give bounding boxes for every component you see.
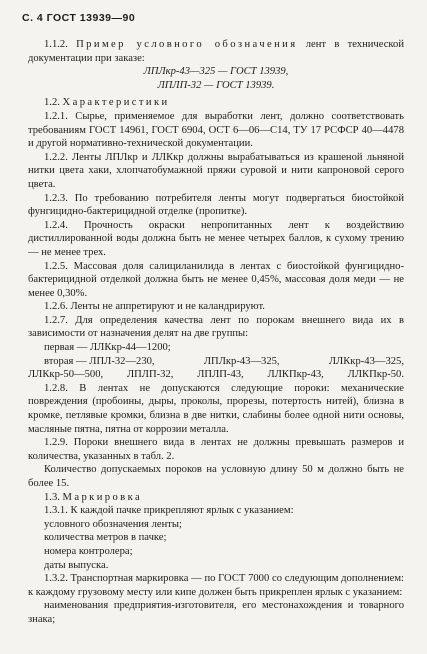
list-item: условного обозначения ленты; (44, 518, 182, 530)
group-item: ЛЛКкр-43—325, (328, 355, 404, 367)
group-items: ЛЛКкр-44—1200; (90, 342, 171, 354)
section-title: Характеристики (62, 97, 170, 109)
group-second (28, 355, 404, 369)
paragraph-1-3-1: 1.3.1. К каждой пачке прикрепляют ярлык с указанием: (44, 505, 294, 517)
page-header: С. 4 ГОСТ 13939—90 (22, 12, 136, 24)
paragraph-1-2-8: 1.2.8. В лентах не допускаются следующие пороки: механические повреждения (пробоины, дыры, проколы, прорезы, потертость нитей), близна в кромке, петлявые кромки, близна в две нитки, слабины более одной нити основы, масляные пятна, пятна от коррозии металла. (28, 382, 404, 435)
group-item: ЛПЛП-43, (197, 369, 244, 381)
list-item: номера контролера; (44, 545, 133, 557)
document-body (28, 38, 404, 627)
list-item: наименования предприятия-изготовителя, его местонахождения и товарного знака; (28, 600, 404, 625)
example-designation-1: ЛПЛкр-43—325 — ГОСТ 13939, (143, 66, 289, 78)
paragraph-1-3-2: 1.3.2. Транспортная маркировка — по ГОСТ 7000 со следующим дополнением: к каждому грузовому месту или кипе должен быть прикреплен ярлык с указанием: (28, 573, 404, 598)
list-item: даты выпуска. (44, 559, 109, 571)
section-title: Маркировка (62, 491, 143, 503)
group-item: ЛПЛкр-43—325, (203, 355, 280, 367)
paragraph-1-2-4: 1.2.4. Прочность окраски непропитанных лент к воздействию дистиллированной воды должна быть не менее четырех баллов, к сухому трению — не менее трех. (28, 219, 404, 258)
spaced-heading: Пример условного обозначения (76, 39, 298, 50)
group-item: ЛЛКПкр-50. (347, 369, 404, 381)
group-label: вторая — ЛПЛ-32—230, (44, 355, 155, 367)
example-designation-2: ЛПЛП-32 — ГОСТ 13939. (157, 79, 275, 91)
paragraph-1-2-5: 1.2.5. Массовая доля салициланилида в лентах с биостойкой фунгицидно-бактерицидной отделкой должна быть не менее 0,45%, массовая доля меди — не менее 0,30%. (28, 260, 404, 299)
group-item: ЛЛКПкр-43, (267, 369, 324, 381)
section-heading-1-2 (28, 96, 404, 110)
group-label: первая — (44, 342, 90, 354)
group-item: ЛЛКкр-50—500, (28, 369, 104, 381)
list-item: количества метров в пачке; (44, 532, 167, 544)
clause-number: 1.1.2. (44, 39, 68, 50)
group-item: ЛПЛП-32, (126, 369, 174, 381)
paragraph-1-2-2: 1.2.2. Ленты ЛПЛкр и ЛЛКкр должны вырабатываться из крашеной льняной нитки цвета хаки, хлопчатобумажной пряжи суровой и нити капроновой серого цвета. (28, 151, 404, 190)
paragraph-1-2-1: 1.2.1. Сырье, применяемое для выработки лент, должно соответствовать требованиям ГОСТ 14961, ГОСТ 6904, ОСТ 6—06—С14, ТУ 17 РСФСР 40—4478 и другой нормативно-технической документации. (28, 110, 404, 150)
paragraph-1-2-7: 1.2.7. Для определения качества лент по порокам внешнего вида их в зависимости от назначения делят на две группы: (28, 314, 404, 340)
section-number: 1.2. (44, 97, 60, 109)
group-first (28, 341, 404, 355)
paragraph-1-2-6: 1.2.6. Ленты не аппретируют и не каландрируют. (44, 301, 265, 313)
group-second-continued (28, 368, 404, 382)
paragraph-quantity: Количество допускаемых пороков на условную длину 50 м должно быть не более 15. (28, 464, 404, 489)
paragraph-1-1-2 (28, 38, 404, 65)
section-number: 1.3. (44, 491, 60, 503)
paragraph-1-2-3: 1.2.3. По требованию потребителя ленты могут подвергаться биостойкой фунгицидно-бактерицидной отделке (пропитке). (28, 192, 404, 218)
clause-text: лент в технической документации при заказе: (28, 39, 404, 64)
section-heading-1-3 (28, 491, 404, 505)
paragraph-1-2-9: 1.2.9. Пороки внешнего вида в лентах не должны превышать размеров и количества, указанных в табл. 2. (28, 437, 404, 462)
